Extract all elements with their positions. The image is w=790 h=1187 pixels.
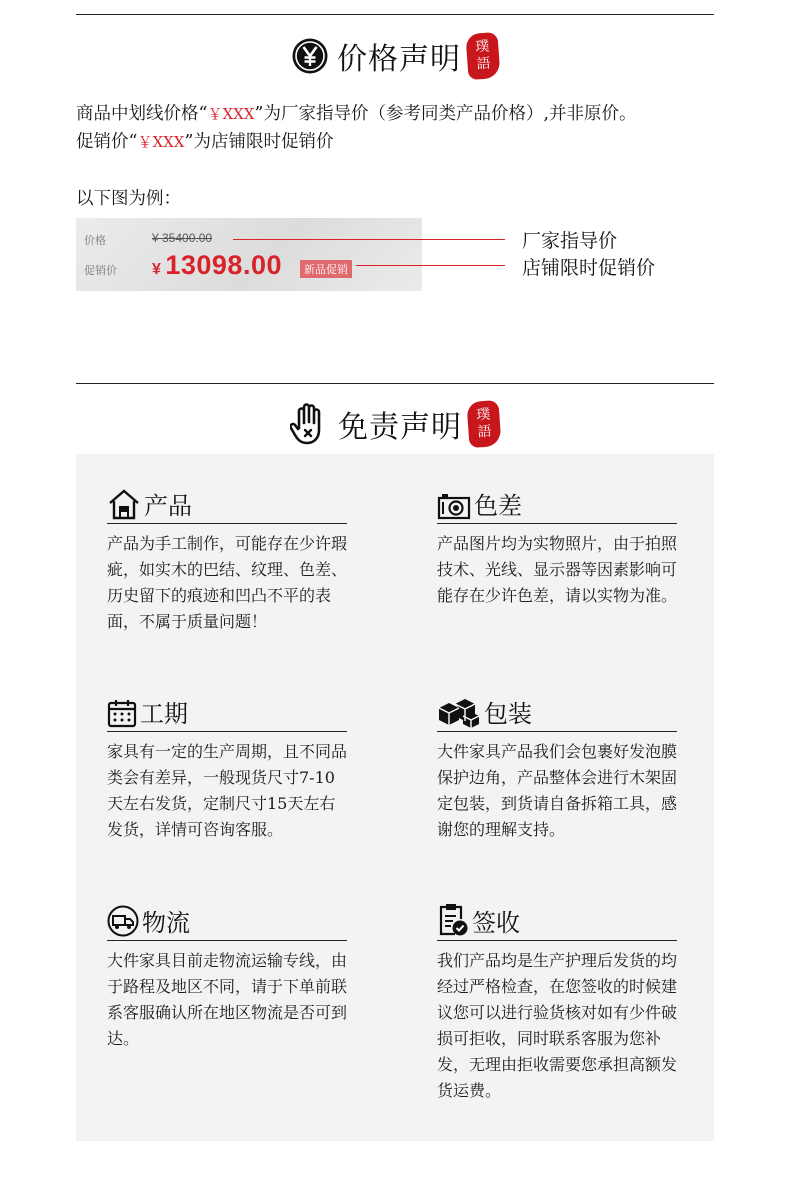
item-title: 物流 — [142, 909, 190, 937]
disclaimer-item-packaging — [437, 694, 677, 843]
item-body: 产品图片均为实物照片，由于拍照技术、光线、显示器等因素影响可能存在少许色差，请以实物为准。 — [437, 534, 678, 605]
price-note-line2: 促销价“￥XXX”为店铺限时促销价 — [76, 132, 334, 152]
leader-line-promo — [356, 265, 505, 266]
price-note-line1: 商品中划线价格“￥XXX”为厂家指导价（参考同类产品价格）,并非原价。 — [76, 104, 637, 124]
truck-icon — [107, 905, 139, 937]
price-label: 价格 — [84, 235, 106, 247]
clipboard-check-icon — [437, 903, 469, 937]
promo-label: 促销价 — [84, 265, 117, 277]
middle-divider — [76, 383, 714, 384]
price-section-title: 价格声明 — [337, 42, 461, 77]
leader-line-original — [233, 239, 505, 240]
disclaimer-item-lead-time — [107, 694, 347, 843]
item-body: 家具有一定的生产周期，且不同品类会有差异，一般现货尺寸7-10天左右发货，定制尺寸15天左右发货，详情可咨询客服。 — [107, 742, 348, 839]
price-section-header — [0, 32, 790, 80]
callout-promo-price: 店铺限时促销价 — [522, 257, 656, 279]
disclaimer-item-logistics — [107, 903, 347, 1052]
price-example-box — [76, 218, 422, 291]
disclaimer-item-receipt — [437, 903, 677, 1104]
boxes-icon — [437, 696, 481, 728]
promo-badge: 新品促销 — [300, 260, 352, 278]
example-label: 以下图为例： — [76, 189, 181, 209]
disclaimer-item-product — [107, 486, 347, 635]
item-body: 大件家具产品我们会包裹好发泡膜保护边角，产品整体会进行木架固定包装，到货请自备拆箱工具，感谢您的理解支持。 — [437, 742, 678, 839]
promo-price: ¥ 13098.00 — [152, 250, 282, 280]
house-icon — [107, 488, 141, 520]
disclaimer-panel — [76, 454, 714, 1141]
calendar-icon — [107, 698, 137, 728]
item-body: 大件家具目前走物流运输专线，由于路程及地区不同，请于下单前联系客服确认所在地区物流是否可到达。 — [107, 951, 348, 1048]
item-title: 产品 — [144, 492, 192, 520]
callout-guide-price: 厂家指导价 — [522, 230, 618, 252]
item-body: 产品为手工制作，可能存在少许瑕疵，如实木的巴结、纹理、色差、历史留下的痕迹和凹凸不平的表面，不属于质量问题！ — [107, 534, 348, 631]
brand-seal: 璞 語 — [465, 32, 500, 80]
brand-seal: 璞 語 — [466, 400, 501, 448]
item-title: 包装 — [484, 700, 532, 728]
item-title: 工期 — [140, 700, 188, 728]
disclaimer-section-title: 免责声明 — [338, 410, 462, 445]
disclaimer-item-color — [437, 486, 677, 609]
top-divider — [76, 14, 714, 15]
yen-icon — [291, 37, 329, 75]
item-body: 我们产品均是生产护理后发货的均经过严格检查，在您签收的时候建议您可以进行验货核对如有少件破损可拒收，同时联系客服为您补发，无理由拒收需要您承担高额发货运费。 — [437, 951, 678, 1100]
original-price: ¥ 35400.00 — [152, 231, 213, 245]
camera-icon — [437, 492, 471, 520]
item-title: 签收 — [472, 909, 520, 937]
disclaimer-section-header — [0, 400, 790, 448]
item-title: 色差 — [474, 492, 522, 520]
hand-stop-icon — [290, 402, 330, 446]
